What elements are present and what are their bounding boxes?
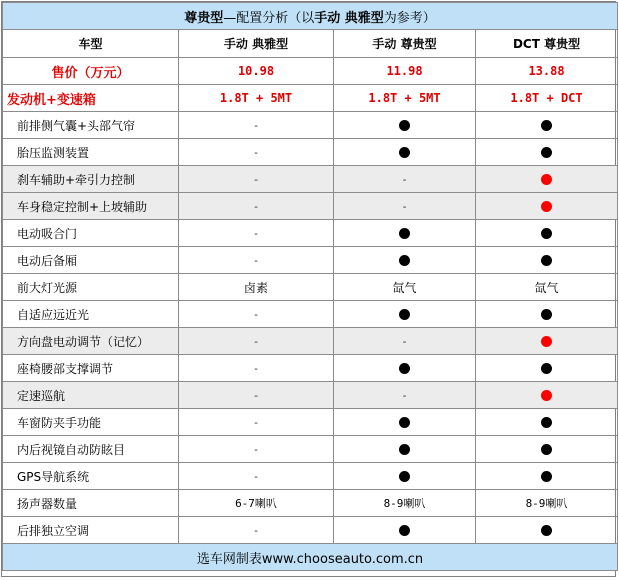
header-dct-premium: DCT 尊贵型 (476, 30, 618, 58)
feature-cell: 6-7喇叭 (179, 490, 334, 517)
feature-row (3, 193, 618, 220)
black-dot-icon (399, 147, 410, 158)
engine-row (3, 85, 618, 112)
title-bold: 手动 典雅型 (314, 10, 384, 26)
title-suffix: 为参考） (383, 10, 436, 26)
feature-cell: 氙气 (334, 274, 476, 301)
footer-row (3, 544, 618, 571)
black-dot-icon (399, 471, 410, 482)
feature-cell (334, 220, 476, 247)
feature-row (3, 463, 618, 490)
feature-row (3, 409, 618, 436)
black-dot-icon (541, 417, 552, 428)
black-dot-icon (541, 471, 552, 482)
feature-cell (476, 409, 618, 436)
feature-row (3, 247, 618, 274)
feature-cell (476, 220, 618, 247)
feature-row (3, 490, 618, 517)
feature-cell: - (334, 166, 476, 193)
feature-cell (334, 517, 476, 544)
feature-row (3, 301, 618, 328)
black-dot-icon (399, 228, 410, 239)
black-dot-icon (541, 525, 552, 536)
feature-row (3, 112, 618, 139)
price-row (3, 58, 618, 85)
feature-cell (476, 382, 618, 409)
black-dot-icon (541, 228, 552, 239)
header-row (3, 30, 618, 58)
black-dot-icon (541, 120, 552, 131)
feature-cell (334, 247, 476, 274)
feature-label: 前大灯光源 (3, 274, 179, 301)
black-dot-icon (399, 417, 410, 428)
feature-label: 自适应远近光 (3, 301, 179, 328)
feature-cell (334, 463, 476, 490)
feature-row (3, 274, 618, 301)
feature-row (3, 517, 618, 544)
red-dot-icon (541, 390, 552, 401)
header-model-label: 车型 (3, 30, 179, 58)
feature-cell (476, 301, 618, 328)
feature-cell (476, 139, 618, 166)
feature-cell: - (179, 247, 334, 274)
black-dot-icon (399, 309, 410, 320)
feature-label: 前排侧气囊+头部气帘 (3, 112, 179, 139)
feature-cell: - (179, 436, 334, 463)
config-comparison-table (2, 2, 618, 571)
engine-label: 发动机+变速箱 (3, 85, 179, 112)
black-dot-icon (541, 363, 552, 374)
feature-cell: - (179, 220, 334, 247)
feature-cell: 氙气 (476, 274, 618, 301)
feature-cell (476, 355, 618, 382)
feature-cell (334, 436, 476, 463)
engine-value: 1.8T + 5MT (179, 85, 334, 112)
feature-label: 胎压监测装置 (3, 139, 179, 166)
black-dot-icon (399, 444, 410, 455)
feature-cell (334, 355, 476, 382)
feature-label: 电动后备厢 (3, 247, 179, 274)
red-dot-icon (541, 201, 552, 212)
feature-row (3, 220, 618, 247)
price-value: 11.98 (334, 58, 476, 85)
feature-label: 方向盘电动调节（记忆） (3, 328, 179, 355)
feature-cell: - (179, 112, 334, 139)
feature-label: 车身稳定控制+上坡辅助 (3, 193, 179, 220)
feature-cell: - (334, 382, 476, 409)
feature-label: 内后视镜自动防眩目 (3, 436, 179, 463)
feature-label: 后排独立空调 (3, 517, 179, 544)
feature-cell: - (179, 328, 334, 355)
engine-value: 1.8T + 5MT (334, 85, 476, 112)
black-dot-icon (399, 120, 410, 131)
feature-label: 车窗防夹手功能 (3, 409, 179, 436)
black-dot-icon (399, 525, 410, 536)
feature-row (3, 436, 618, 463)
feature-cell: - (179, 301, 334, 328)
header-manual-elegant: 手动 典雅型 (179, 30, 334, 58)
feature-cell: - (179, 463, 334, 490)
feature-label: 电动吸合门 (3, 220, 179, 247)
feature-cell (476, 166, 618, 193)
title-middle: 配置分析（以 (236, 10, 315, 26)
title-prefix: 尊贵型 (184, 10, 224, 26)
feature-label: 扬声器数量 (3, 490, 179, 517)
red-dot-icon (541, 174, 552, 185)
feature-cell (476, 247, 618, 274)
feature-cell (476, 193, 618, 220)
feature-label: 定速巡航 (3, 382, 179, 409)
footer-credit: 选车网制表www.chooseauto.com.cn (3, 544, 618, 571)
feature-cell: 8-9喇叭 (334, 490, 476, 517)
feature-cell (476, 328, 618, 355)
price-value: 10.98 (179, 58, 334, 85)
config-table-container (1, 1, 616, 577)
feature-row (3, 382, 618, 409)
feature-cell (476, 112, 618, 139)
black-dot-icon (541, 255, 552, 266)
black-dot-icon (541, 309, 552, 320)
feature-cell: - (179, 355, 334, 382)
feature-cell: - (334, 193, 476, 220)
feature-row (3, 328, 618, 355)
feature-cell (476, 436, 618, 463)
title-dash: — (223, 10, 237, 26)
black-dot-icon (399, 363, 410, 374)
feature-cell: 卤素 (179, 274, 334, 301)
feature-label: 刹车辅助+牵引力控制 (3, 166, 179, 193)
feature-row (3, 139, 618, 166)
header-manual-premium: 手动 尊贵型 (334, 30, 476, 58)
feature-row (3, 166, 618, 193)
feature-cell: - (179, 193, 334, 220)
feature-cell: - (179, 382, 334, 409)
feature-label: GPS导航系统 (3, 463, 179, 490)
feature-cell (476, 463, 618, 490)
feature-cell: - (179, 166, 334, 193)
feature-cell (476, 517, 618, 544)
feature-row (3, 355, 618, 382)
table-title (3, 3, 618, 30)
feature-cell: 8-9喇叭 (476, 490, 618, 517)
feature-cell (334, 409, 476, 436)
feature-cell (334, 112, 476, 139)
engine-value: 1.8T + DCT (476, 85, 618, 112)
price-label: 售价（万元） (3, 58, 179, 85)
red-dot-icon (541, 336, 552, 347)
feature-cell (334, 301, 476, 328)
feature-cell: - (179, 409, 334, 436)
feature-cell: - (179, 139, 334, 166)
black-dot-icon (399, 255, 410, 266)
price-value: 13.88 (476, 58, 618, 85)
feature-label: 座椅腰部支撑调节 (3, 355, 179, 382)
black-dot-icon (541, 444, 552, 455)
feature-cell: - (334, 328, 476, 355)
feature-cell: - (179, 517, 334, 544)
table-title-row (3, 3, 618, 30)
feature-cell (334, 139, 476, 166)
black-dot-icon (541, 147, 552, 158)
